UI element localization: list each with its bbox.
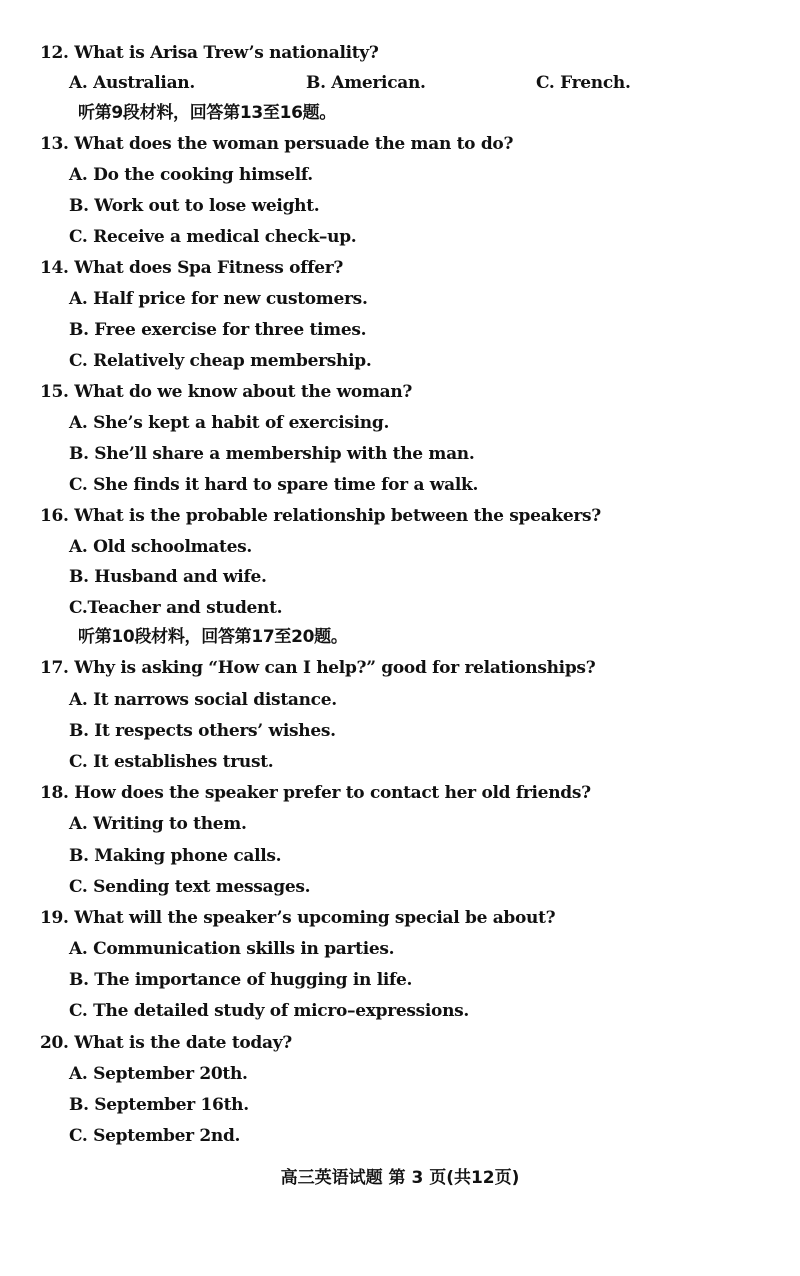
option-17a: A. It narrows social distance. xyxy=(69,690,337,710)
option-17b: B. It respects others’ wishes. xyxy=(69,721,336,741)
option-16c: C.Teacher and student. xyxy=(69,598,283,618)
option-15b: B. She’ll share a membership with the man. xyxy=(69,444,475,464)
option-19c: C. The detailed study of micro–expressions. xyxy=(69,1001,470,1021)
option-18b: B. Making phone calls. xyxy=(69,846,282,866)
option-12c: C. French. xyxy=(536,73,631,93)
option-14a: A. Half price for new customers. xyxy=(69,289,368,309)
option-13b: B. Work out to lose weight. xyxy=(69,196,320,216)
option-13c: C. Receive a medical check–up. xyxy=(69,227,357,247)
option-14b: B. Free exercise for three times. xyxy=(69,320,367,340)
option-15a: A. She’s kept a habit of exercising. xyxy=(69,413,390,433)
option-12b: B. American. xyxy=(306,73,426,93)
question-14: 14. What does Spa Fitness offer? xyxy=(40,258,344,278)
option-20c: C. September 2nd. xyxy=(69,1126,241,1146)
option-15c: C. She finds it hard to spare time for a walk. xyxy=(69,475,479,495)
option-12a: A. Australian. xyxy=(69,73,195,93)
option-18c: C. Sending text messages. xyxy=(69,877,311,897)
question-16: 16. What is the probable relationship between the speakers? xyxy=(40,506,601,526)
option-14c: C. Relatively cheap membership. xyxy=(69,351,372,371)
section-heading-10: 听第10段材料，回答第17至20题。 xyxy=(78,627,348,647)
section-heading-9: 听第9段材料，回答第13至16题。 xyxy=(78,103,337,123)
option-19a: A. Communication skills in parties. xyxy=(69,939,395,959)
option-20b: B. September 16th. xyxy=(69,1095,249,1115)
option-20a: A. September 20th. xyxy=(69,1064,248,1084)
page-footer: 高三英语试题 第 3 页(共12页) xyxy=(280,1168,520,1188)
option-13a: A. Do the cooking himself. xyxy=(69,165,313,185)
question-19: 19. What will the speaker’s upcoming special be about? xyxy=(40,908,556,928)
option-16a: A. Old schoolmates. xyxy=(69,537,252,557)
question-12: 12. What is Arisa Trew’s nationality? xyxy=(40,43,379,63)
question-17: 17. Why is asking “How can I help?” good for relationships? xyxy=(40,658,596,678)
option-16b: B. Husband and wife. xyxy=(69,567,267,587)
option-17c: C. It establishes trust. xyxy=(69,752,274,772)
question-13: 13. What does the woman persuade the man to do? xyxy=(40,134,514,154)
question-15: 15. What do we know about the woman? xyxy=(40,382,413,402)
question-20: 20. What is the date today? xyxy=(40,1033,292,1053)
question-18: 18. How does the speaker prefer to contact her old friends? xyxy=(40,783,591,803)
option-19b: B. The importance of hugging in life. xyxy=(69,970,413,990)
option-18a: A. Writing to them. xyxy=(69,814,247,834)
